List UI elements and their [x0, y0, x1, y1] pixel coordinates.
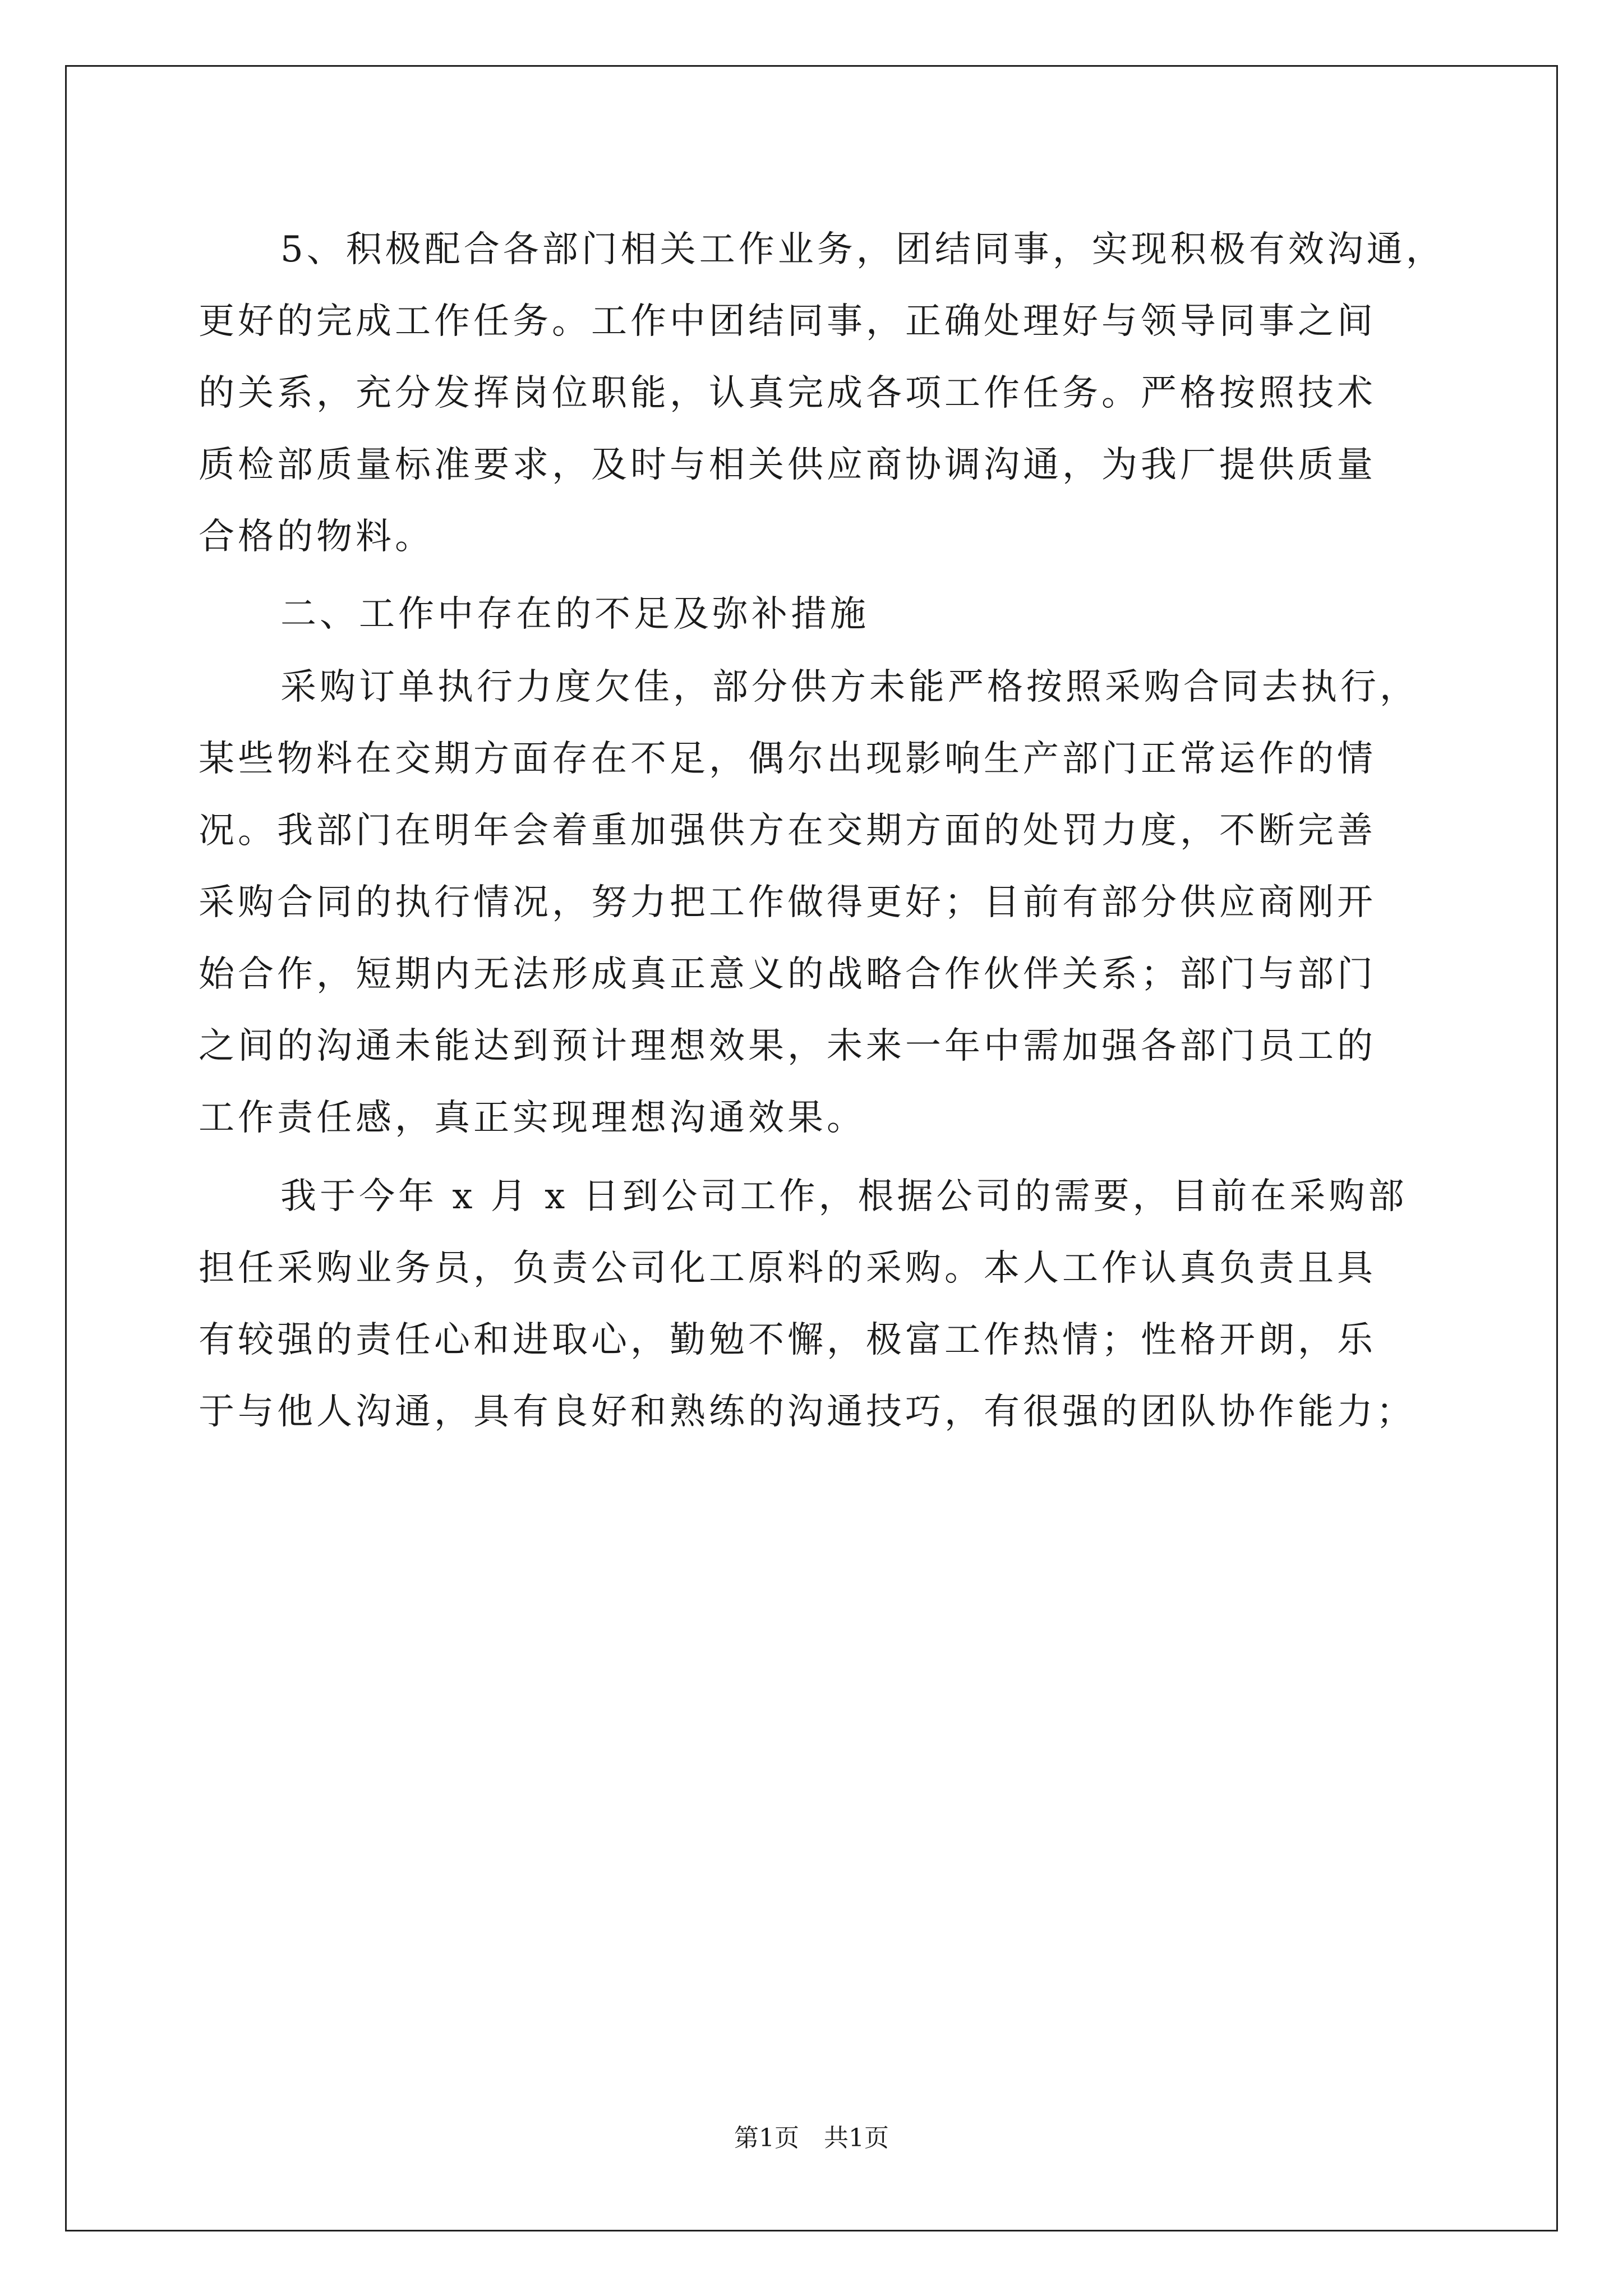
text-line: 工作责任感，真正实现理想沟通效果。	[199, 1097, 866, 1139]
text-line: 某些物料在交期方面存在不足，偶尔出现影响生产部门正常运作的情	[199, 738, 1376, 780]
text-line: 更好的完成工作任务。工作中团结同事，正确处理好与领导同事之间	[199, 301, 1376, 342]
section-heading: 二、工作中存在的不足及弥补措施	[280, 593, 869, 635]
text-line: 合格的物料。	[199, 516, 434, 558]
text-line: 采购合同的执行情况，努力把工作做得更好；目前有部分供应商刚开	[199, 882, 1376, 923]
text-line: 之间的沟通未能达到预计理想效果，未来一年中需加强各部门员工的	[199, 1025, 1376, 1067]
text-line: 有较强的责任心和进取心，勤勉不懈，极富工作热情；性格开朗，乐	[199, 1319, 1376, 1361]
text-line: 担任采购业务员，负责公司化工原料的采购。本人工作认真负责且具	[199, 1248, 1376, 1289]
text-line: 5、积极配合各部门相关工作业务，团结同事，实现积极有效沟通，	[280, 229, 1445, 270]
text-line: 始合作，短期内无法形成真正意义的战略合作伙伴关系；部门与部门	[199, 954, 1376, 995]
text-line: 质检部质量标准要求，及时与相关供应商协调沟通，为我厂提供质量	[199, 444, 1376, 486]
page-footer: 第1页 共1页	[734, 2124, 889, 2152]
text-line: 我于今年 x 月 x 日到公司工作，根据公司的需要，目前在采购部	[280, 1176, 1408, 1217]
text-line: 况。我部门在明年会着重加强供方在交期方面的处罚力度，不断完善	[199, 810, 1376, 852]
text-line: 的关系，充分发挥岗位职能，认真完成各项工作任务。严格按照技术	[199, 372, 1376, 414]
text-line: 于与他人沟通，具有良好和熟练的沟通技巧，有很强的团队协作能力；	[199, 1391, 1415, 1433]
text-line: 采购订单执行力度欠佳，部分供方未能严格按照采购合同去执行，	[280, 666, 1419, 708]
